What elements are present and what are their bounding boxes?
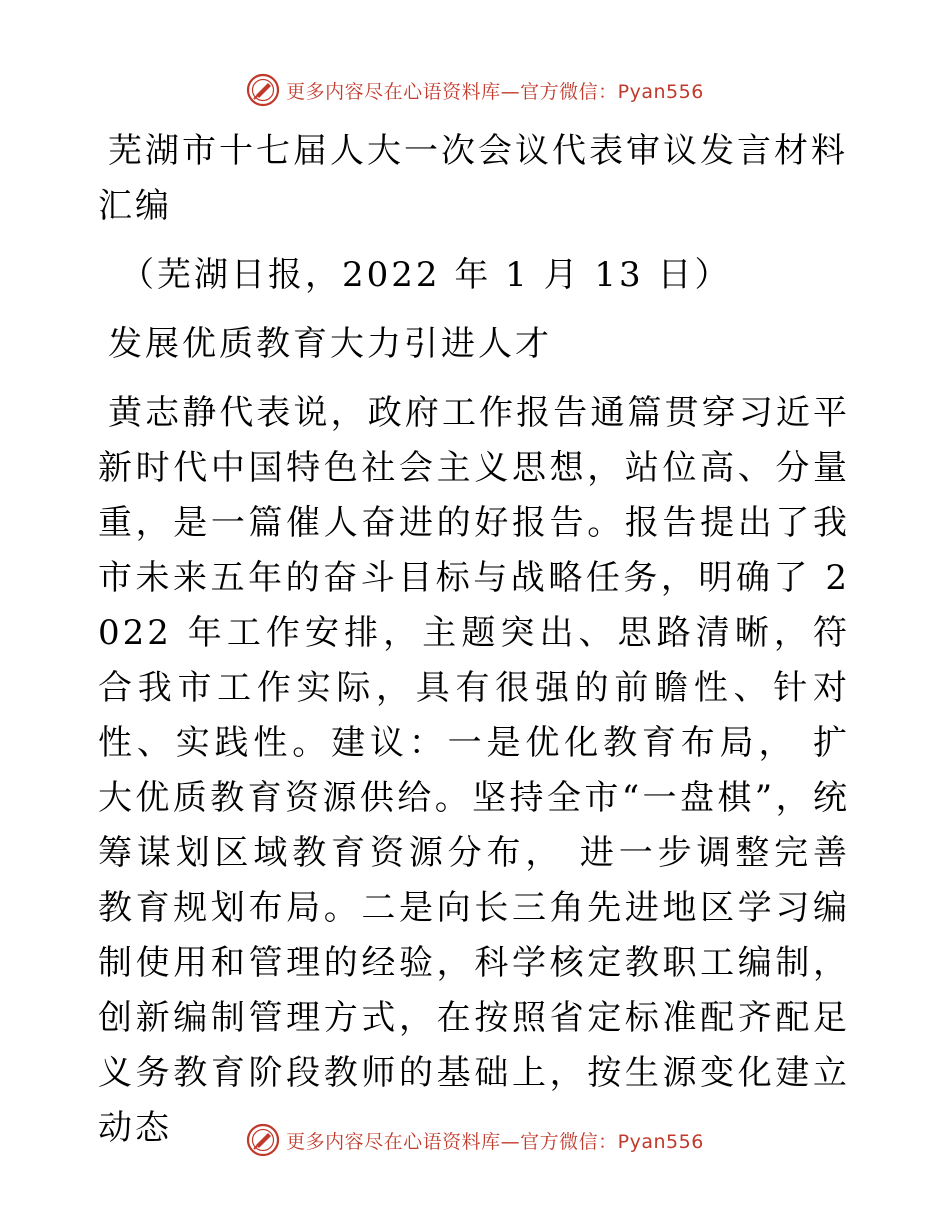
seal-logo-icon <box>246 73 280 107</box>
header-watermark <box>0 73 950 107</box>
section-heading: 发展优质教育大力引进人才 <box>108 324 552 364</box>
document-source: （芜湖日报，2022 年 1 月 13 日） <box>120 255 732 295</box>
document-page <box>98 124 850 1156</box>
document-title: 芜湖市十七届人大一次会议代表审议发言材料汇编 <box>98 131 848 226</box>
footer-watermark <box>0 1123 950 1157</box>
body-paragraph: 黄志静代表说，政府工作报告通篇贯穿习近平新时代中国特色社会主义思想，站位高、分量重，是一篇催人奋进的好报告。报告提出了我市未来五年的奋斗目标与战略任务，明确了 2022 年工作安排，主题突出、思路清晰，符合我市工作实际，具有很强的前瞻性、针对性、实践性。建议：一是优化教育布局， 扩大优质教育资源供给。坚持全市“一盘棋”，统筹谋划区域教育资源分布， 进一步调整完善教育规划布局。二是向长三角先进地区学习编制使用和管理的经验，科学核定教职工编制，创新编制管理方式，在按照省定标准配齐配足义务教育阶段教师的基础上，按生源变化建立动态 <box>98 393 850 1148</box>
seal-logo-icon <box>246 1123 280 1157</box>
watermark-text: 更多内容尽在心语资料库—官方微信：Pyan556 <box>286 80 704 103</box>
watermark-text: 更多内容尽在心语资料库—官方微信：Pyan556 <box>286 1130 704 1153</box>
